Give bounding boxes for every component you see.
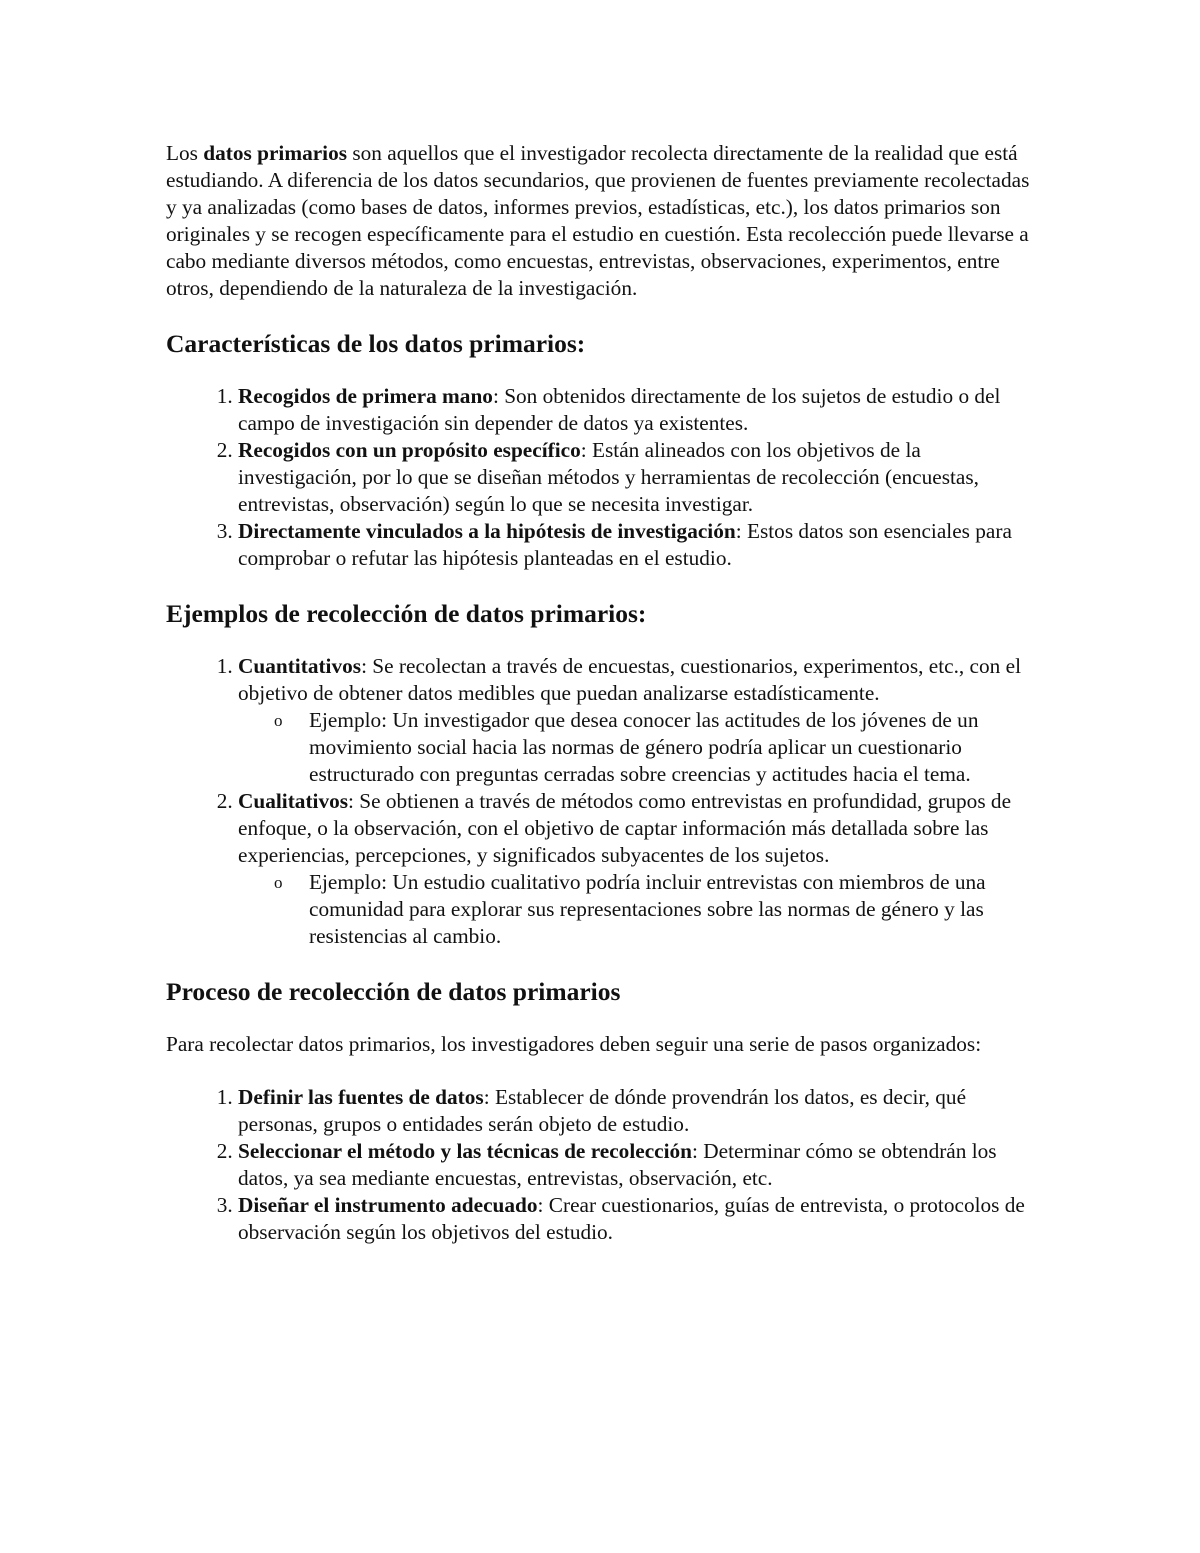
item-term: Diseñar el instrumento adecuado: [238, 1193, 538, 1217]
item-term: Cuantitativos: [238, 654, 362, 678]
list-item: [238, 1084, 1034, 1138]
item-text: : Son obtenidos directamente de los sujetos de estudio o del campo de investigación sin depender de datos ya existentes.: [238, 384, 1001, 435]
circle-bullet-icon: o: [274, 873, 283, 892]
example-sublist: [238, 869, 1034, 950]
item-term: Recogidos de primera mano: [238, 384, 493, 408]
item-text: : Crear cuestionarios, guías de entrevista, o protocolos de observación según los objetivos del estudio.: [238, 1193, 1025, 1244]
list-item: [238, 1192, 1034, 1246]
list-item: [238, 383, 1034, 437]
intro-paragraph: [166, 140, 1034, 302]
circle-bullet-icon: o: [274, 711, 283, 730]
list-item: [238, 653, 1034, 788]
list-item: [238, 788, 1034, 950]
intro-text-start: Los: [166, 141, 204, 165]
section-heading-caracteristicas: Características de los datos primarios:: [166, 329, 586, 358]
item-text: : Se obtienen a través de métodos como entrevistas en profundidad, grupos de enfoque, o la observación, con el objetivo de captar información más detallada sobre las experiencias, percepciones, y significados subyacentes de los sujetos.: [238, 789, 1012, 867]
list-item: [238, 1138, 1034, 1192]
ejemplos-list: [166, 653, 1034, 950]
document-body: [166, 140, 1034, 1272]
item-term: Definir las fuentes de datos: [238, 1085, 484, 1109]
section-heading-proceso: Proceso de recolección de datos primarios: [166, 977, 621, 1006]
intro-bold-term: datos primarios: [203, 141, 348, 165]
item-text: : Determinar cómo se obtendrán los datos, ya sea mediante encuestas, entrevistas, observación, etc.: [238, 1139, 997, 1190]
item-text: : Establecer de dónde provendrán los datos, es decir, qué personas, grupos o entidades serán objeto de estudio.: [238, 1085, 967, 1136]
list-item: [238, 437, 1034, 518]
item-text: : Se recolectan a través de encuestas, cuestionarios, experimentos, etc., con el objetivo de obtener datos medibles que puedan analizarse estadísticamente.: [238, 654, 1021, 705]
intro-text-rest: son aquellos que el investigador recolecta directamente de la realidad que está estudiando. A diferencia de los datos secundarios, que provienen de fuentes previamente recolectadas y ya analizadas (como bases de datos, informes previos, estadísticas, etc.), los datos primarios son originales y se recogen específicamente para el estudio en cuestión. Esta recolección puede llevarse a cabo mediante diversos métodos, como encuestas, entrevistas, observaciones, experimentos, entre otros, dependiendo de la naturaleza de la investigación.: [166, 141, 1030, 300]
example-sublist: [238, 707, 1034, 788]
proceso-list: [166, 1084, 1034, 1246]
item-term: Cualitativos: [238, 789, 349, 813]
example-text: Ejemplo: Un investigador que desea conocer las actitudes de los jóvenes de un movimiento social hacia las normas de género podría aplicar un cuestionario estructurado con preguntas cerradas sobre creencias y actitudes hacia el tema.: [309, 708, 979, 786]
item-term: Directamente vinculados a la hipótesis de investigación: [238, 519, 736, 543]
item-term: Seleccionar el método y las técnicas de recolección: [238, 1139, 693, 1163]
section-heading-ejemplos: Ejemplos de recolección de datos primarios:: [166, 599, 647, 628]
example-item: [274, 869, 1034, 950]
example-text: Ejemplo: Un estudio cualitativo podría incluir entrevistas con miembros de una comunidad para explorar sus representaciones sobre las normas de género y las resistencias al cambio.: [309, 870, 986, 948]
caracteristicas-list: [166, 383, 1034, 572]
item-term: Recogidos con un propósito específico: [238, 438, 581, 462]
list-item: [238, 518, 1034, 572]
example-item: [274, 707, 1034, 788]
proceso-paragraph: Para recolectar datos primarios, los investigadores deben seguir una serie de pasos organizados:: [166, 1032, 982, 1056]
item-text: : Estos datos son esenciales para comprobar o refutar las hipótesis planteadas en el estudio.: [238, 519, 1012, 570]
item-text: : Están alineados con los objetivos de la investigación, por lo que se diseñan métodos y herramientas de recolección (encuestas, entrevistas, observación) según lo que se necesita investigar.: [238, 438, 979, 516]
